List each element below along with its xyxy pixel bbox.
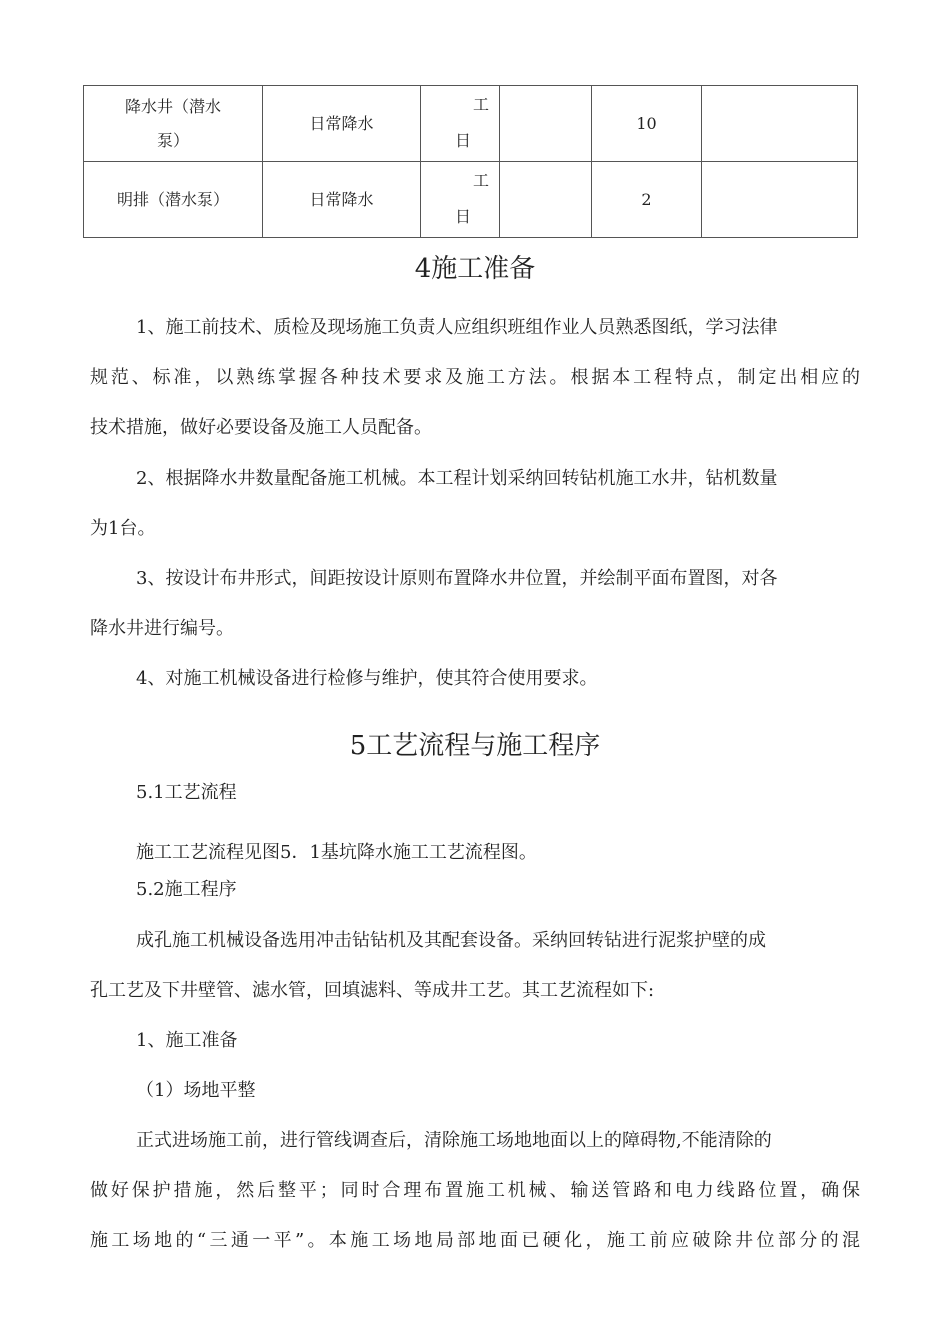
- list-item: 1、施工准备: [136, 1030, 238, 1051]
- remark-cell: [702, 86, 858, 162]
- item-name-cell: 明排（潜水泵）: [84, 162, 263, 238]
- paragraph-line: 正式进场施工前，进行管线调查后，清除施工场地地面以上的障碍物,不能清除的: [136, 1130, 772, 1151]
- work-cell: 日常降水: [263, 162, 421, 238]
- paragraph-line: 3、按设计布井形式，间距按设计原则布置降水井位置，并绘制平面布置图，对各: [136, 568, 778, 589]
- paragraph-line: 为1台。: [90, 518, 156, 539]
- work-cell: 日常降水: [263, 86, 421, 162]
- empty-cell: [500, 86, 592, 162]
- unit-cell: 工 日: [421, 162, 500, 238]
- section-5-heading: 5工艺流程与施工程序: [349, 731, 601, 761]
- paragraph-line: 降水井进行编号。: [90, 618, 234, 639]
- table-row: [84, 162, 858, 238]
- paragraph-line: 施工场地的“三通一平”。本施工场地局部地面已硬化，施工前应破除井位部分的混: [90, 1230, 860, 1251]
- quantity-cell: 10: [592, 86, 702, 162]
- paragraph-line: 2、根据降水井数量配备施工机械。本工程计划采纳回转钻机施工水井，钻机数量: [136, 468, 778, 489]
- paragraph-line: 施工工艺流程见图5．1基坑降水施工工艺流程图。: [136, 842, 537, 863]
- paragraph-line: 1、施工前技术、质检及现场施工负责人应组织班组作业人员熟悉图纸，学习法律: [136, 317, 778, 338]
- paragraph-line: 技术措施，做好必要设备及施工人员配备。: [90, 417, 432, 438]
- paragraph-line: 4、对施工机械设备进行检修与维护，使其符合使用要求。: [136, 668, 598, 689]
- quantity-cell: 2: [592, 162, 702, 238]
- unit-cell: 工 日: [421, 86, 500, 162]
- equipment-table: [83, 85, 858, 238]
- empty-cell: [500, 162, 592, 238]
- subsection-heading: 5.1工艺流程: [136, 782, 237, 803]
- section-4-heading: 4施工准备: [414, 254, 536, 284]
- paragraph-line: 规范、标准，以熟练掌握各种技术要求及施工方法。根据本工程特点，制定出相应的: [90, 367, 860, 388]
- paragraph-line: 成孔施工机械设备选用冲击钻钻机及其配套设备。采纳回转钻进行泥浆护壁的成: [136, 930, 766, 951]
- item-name-cell: 降水井（潜水 泵）: [84, 86, 263, 162]
- paragraph-line: 做好保护措施，然后整平；同时合理布置施工机械、输送管路和电力线路位置，确保: [90, 1180, 860, 1201]
- list-item: （1）场地平整: [136, 1080, 256, 1101]
- subsection-heading: 5.2施工程序: [136, 879, 237, 900]
- table-row: [84, 86, 858, 162]
- remark-cell: [702, 162, 858, 238]
- paragraph-line: 孔工艺及下井壁管、滤水管，回填滤料、等成井工艺。其工艺流程如下:: [90, 980, 655, 1001]
